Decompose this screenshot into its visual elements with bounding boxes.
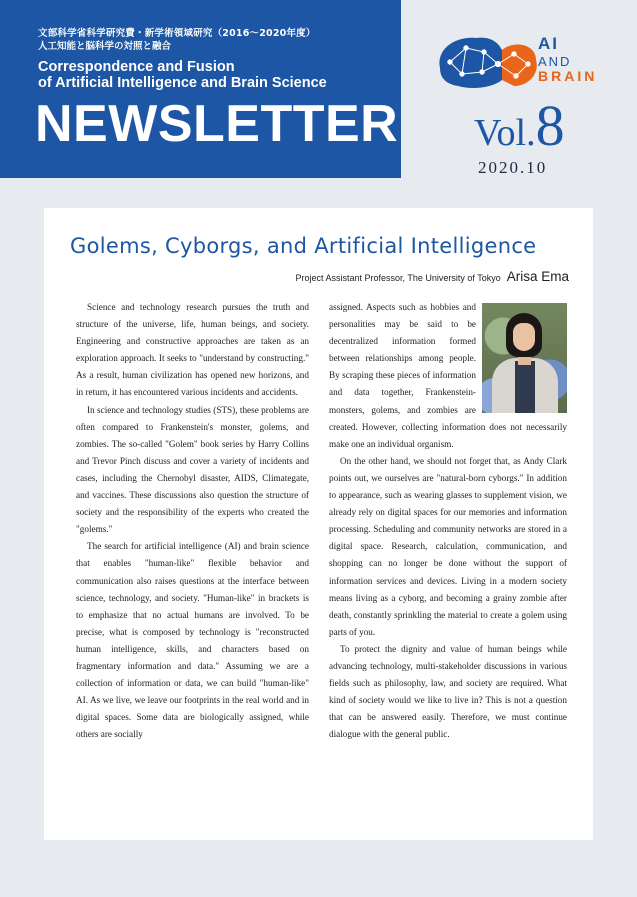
logo-brain-text: BRAIN [538, 68, 598, 84]
paragraph: In science and technology studies (STS), these problems are often compared to Frankenstein's monster, golems, and zombies. The so-called "Golem" book series by Harry Collins and Trevor Pinch discuss and cover a variety of incidents and cases, including the Chernobyl disaster, AIDS, Climategate, and vaccines. These discussions also question the structure of society and the responsibility of the experts who created the "golems." [76, 404, 309, 535]
project-name-line2: of Artificial Intelligence and Brain Science [38, 75, 327, 91]
article-column-left [76, 299, 309, 743]
issue-date: 2020.10 [478, 158, 548, 177]
paragraph: The search for artificial intelligence (AI) and brain science that enables "human-like" flexible behavior and communication also raises questions at the interface between science, technology, and society. "Human-like" in brackets is to emphasize that no actual humans are involved. To be precise, what is composed by technology is "reconstructed human intelligence, skills, and characters based on fragmentary information and data." Assuming we are a collection of information or data, we can build "human-like" AI. As we live, we leave our footprints in the real world and in digital spaces. Some data are biologically assigned, while others are socially [76, 541, 309, 740]
article-title: Golems, Cyborgs, and Artificial Intelligence [70, 234, 537, 258]
author-photo [482, 303, 567, 413]
project-name-line1: Correspondence and Fusion [38, 59, 235, 75]
newsletter-title: NEWSLETTER [35, 95, 399, 153]
author-role: Project Assistant Professor, The University of Tokyo [295, 273, 501, 283]
author-name: Arisa Ema [506, 269, 569, 284]
logo-and-text: AND [538, 54, 572, 69]
volume-prefix: Vol. [474, 112, 536, 154]
volume-digit: 8 [535, 93, 565, 158]
paragraph: assigned. Aspects such as hobbies and personalities may be said to be decentralized information formed between relationships among people. By scraping these pieces of information and data together, Frankenstein-monsters, golems, and zombies are created. However, collecting information does not necessarily make one an individual organism. [329, 302, 567, 449]
logo-ai-text: AI [538, 34, 559, 53]
project-name-english [38, 59, 327, 91]
article-column-right [329, 299, 567, 743]
masthead [0, 0, 401, 178]
paragraph: To protect the dignity and value of human beings while advancing technology, multi-stakeholder discussions in various fields such as philosophy, law, and society are required. What kind of society would we like to live in? This is not a question that can be answered easily. Therefore, we must continue dialogue with the general public. [329, 643, 567, 740]
brain-network-logo [432, 32, 602, 94]
byline [295, 268, 569, 286]
article-card [44, 208, 593, 840]
paragraph: Science and technology research pursues the truth and structure of the universe, life, human beings, and society. Engineering and constructive approaches are taken as an exploration approach. It seeks to "understand by constructing." As a result, human civilization has opened new horizons, and in return, it has encountered various incidents and accidents. [76, 302, 309, 398]
paragraph: On the other hand, we should not forget that, as Andy Clark points out, we ourselves are "natural-born cyborgs." In addition to appearance, such as wearing glasses to supplement vision, we already rely on digital spaces for our memories and information processing. Scheduling and community networks are stored in a digital space. Research, calculation, communication, and shopping can no longer be done without the support of information services and devices. Living in a modern society means living as a cyborg, and becoming a grainy zombie after death, constantly sprinkling the material to create a golem using parts of you. [329, 455, 567, 637]
project-name-japanese: 人工知能と脳科学の対照と融合 [38, 41, 172, 52]
grant-name-japanese: 文部科学省科学研究費・新学術領域研究（2016～2020年度） [38, 28, 316, 39]
volume-number [474, 93, 565, 158]
